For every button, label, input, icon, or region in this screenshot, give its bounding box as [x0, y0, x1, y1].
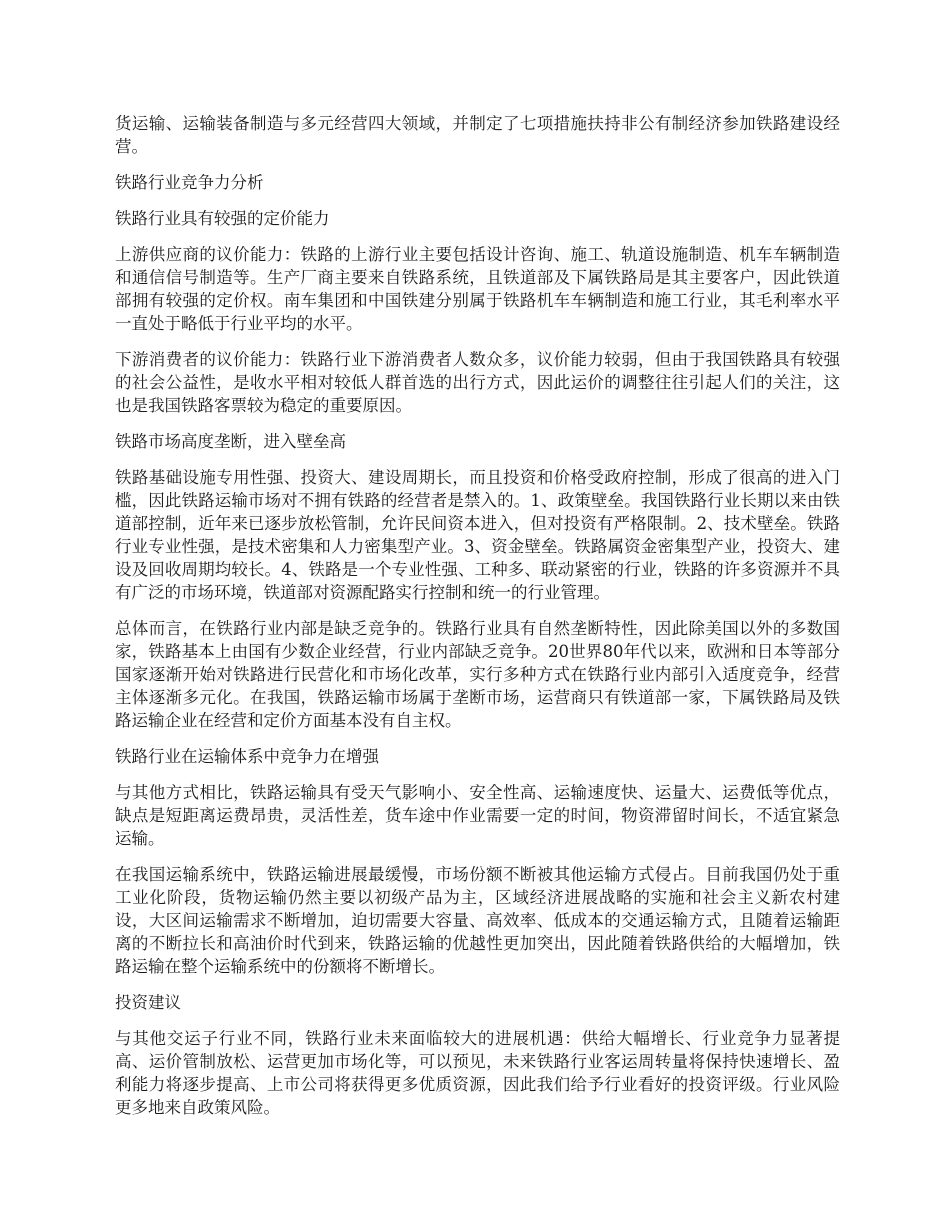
- paragraph-entry-barriers: 铁路基础设施专用性强、投资大、建设周期长，而且投资和价格受政府控制，形成了很高的进入门槛，因此铁路运输市场对不拥有铁路的经营者是禁入的。1、政策壁垒。我国铁路行业长期以来由铁道部控制，近年来已逐步放松管制，允许民间资本进入，但对投资有严格限制。2、技术壁垒。铁路行业专业性强，是技术密集和人力密集型产业。3、资金壁垒。铁路属资金密集型产业，投资大、建设及回收周期均较长。4、铁路是一个专业性强、工种多、联动紧密的行业，铁路的许多资源并不具有广泛的市场环境，铁道部对资源配路实行控制和统一的行业管理。: [115, 468, 840, 602]
- section-heading-investment-advice: 投资建议: [115, 993, 181, 1012]
- document-body: [115, 112, 840, 1132]
- paragraph-investment-advice: 与其他交运子行业不同，铁路行业未来面临较大的进展机遇：供给大幅增长、行业竞争力显著提高、运价管制放松、运营更加市场化等，可以预见，未来铁路行业客运周转量将保持快速增长、盈利能力将逐步提高、上市公司将获得更多优质资源，因此我们给予行业看好的投资评级。行业风险更多地来自政策风险。: [115, 1029, 840, 1117]
- paragraph-rail-market-share: 在我国运输系统中，铁路运输进展最缓慢，市场份额不断被其他运输方式侵占。目前我国仍处于重工业化阶段，货物运输仍然主要以初级产品为主，区域经济进展战略的实施和社会主义新农村建设，大区间运输需求不断增加，迫切需要大容量、高效率、低成本的交通运输方式，且随着运输距离的不断拉长和高油价时代到来，铁路运输的优越性更加突出，因此随着铁路供给的大幅增加，铁路运输在整个运输系统中的份额将不断增长。: [115, 865, 840, 976]
- paragraph-rail-advantages: 与其他方式相比，铁路运输具有受天气影响小、安全性高、运输速度快、运量大、运费低等优点，缺点是短距离运费昂贵，灵活性差，货车途中作业需要一定的时间，物资滞留时间长，不适宜紧急运输。: [115, 783, 840, 848]
- subsection-heading-transport-competitiveness: 铁路行业在运输体系中竞争力在增强: [115, 747, 379, 766]
- paragraph-downstream-consumers: 下游消费者的议价能力：铁路行业下游消费者人数众多，议价能力较弱，但由于我国铁路具有较强的社会公益性，是收水平相对较低人群首选的出行方式，因此运价的调整往往引起人们的关注，这也是我国铁路客票较为稳定的重要原因。: [115, 350, 840, 415]
- paragraph-upstream-suppliers: 上游供应商的议价能力：铁路的上游行业主要包括设计咨询、施工、轨道设施制造、机车车辆制造和通信信号制造等。生产厂商主要来自铁路系统，且铁道部及下属铁路局是其主要客户，因此铁道部拥有较强的定价权。南车集团和中国铁建分别属于铁路机车车辆制造和施工行业，其毛利率水平一直处于略低于行业平均的水平。: [115, 245, 840, 333]
- subsection-heading-pricing-power: 铁路行业具有较强的定价能力: [115, 209, 330, 228]
- section-heading-competitiveness-analysis: 铁路行业竞争力分析: [115, 173, 264, 192]
- paragraph-intro-continuation: 货运输、运输装备制造与多元经营四大领域，并制定了七项措施扶持非公有制经济参加铁路建设经营。: [115, 114, 840, 156]
- subsection-heading-market-monopoly: 铁路市场高度垄断，进入壁垒高: [115, 432, 346, 451]
- paragraph-internal-competition: 总体而言，在铁路行业内部是缺乏竞争的。铁路行业具有自然垄断特性，因此除美国以外的多数国家，铁路基本上由国有少数企业经营，行业内部缺乏竞争。20世界80年代以来，欧洲和日本等部分国家逐渐开始对铁路进行民营化和市场化改革，实行多种方式在铁路行业内部引入适度竞争，经营主体逐渐多元化。在我国，铁路运输市场属于垄断市场，运营商只有铁道部一家，下属铁路局及铁路运输企业在经营和定价方面基本没有自主权。: [115, 619, 840, 730]
